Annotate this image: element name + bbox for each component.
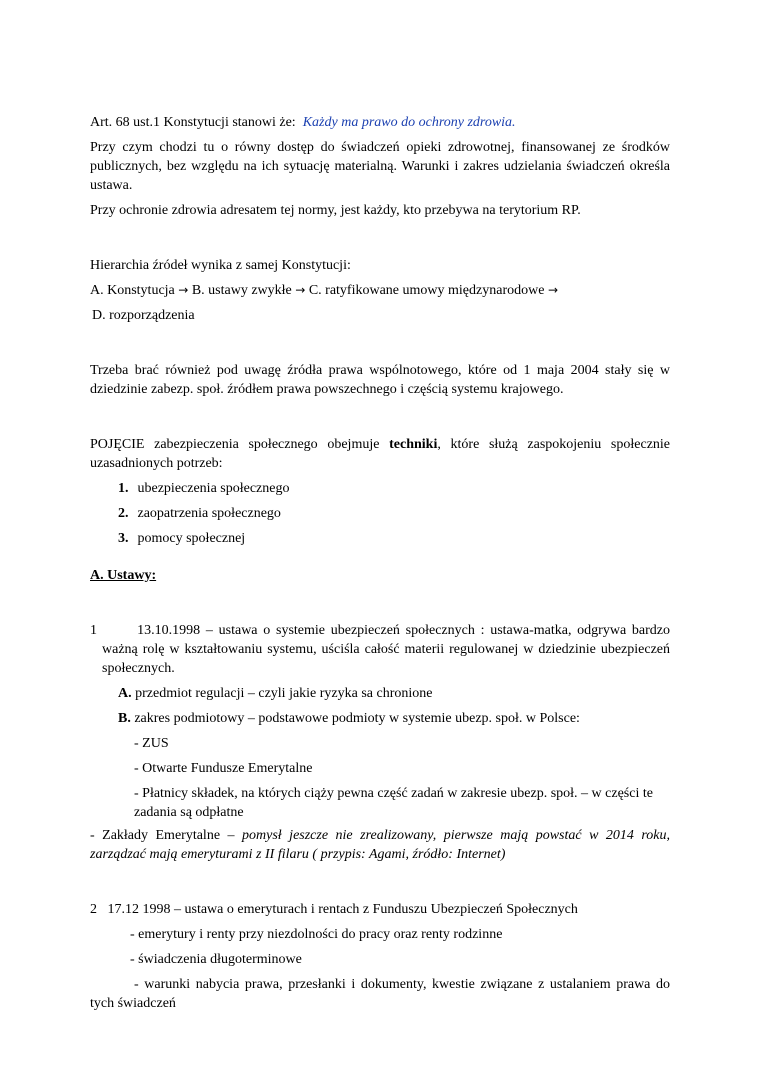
list-item: 3. pomocy społecznej <box>118 531 246 546</box>
pojecie-post: , które służą zaspokojeniu społecznie uzasadnionych potrzeb: <box>90 437 671 471</box>
paragraph-addressee: Przy ochronie zdrowia adresatem tej normy, jest każdy, kto przebywa na terytorium RP. <box>90 203 581 218</box>
arrow-icon: → <box>547 283 558 297</box>
hierarchy-d: D. rozporządzenia <box>92 308 195 323</box>
techniques-list <box>118 479 670 548</box>
pojecie-pre: POJĘCIE zabezpieczenia społecznego obejmuje <box>90 437 380 452</box>
law2-sub-1: - emerytury i renty przy niezdolności do pracy oraz renty rodzinne <box>130 927 503 942</box>
art68-line <box>90 113 670 132</box>
zaklady-pre: - Zakłady Emerytalne – <box>90 828 235 843</box>
paragraph-access: Przy czym chodzi tu o równy dostęp do świadczeń opieki zdrowotnej, finansowanej ze środków publicznych, bez względu na ich sytuację materialną. Warunki i zakres udzielania świadczeń określa ustawa. <box>90 140 670 193</box>
law1-text: 13.10.1998 – ustawa o systemie ubezpieczeń społecznych : ustawa-matka, odgrywa bardzo ważną rolę w kształtowaniu systemu, uściśla całość materii regulowanej w dziedzinie ubezpieczeń społecznych. <box>102 623 670 676</box>
law2-sub-3: - warunki nabycia prawa, przesłanki i dokumenty, kwestie związane z ustalaniem prawa do tych świadczeń <box>90 977 670 1011</box>
hierarchy-a: A. Konstytucja <box>90 283 175 298</box>
arrow-icon: → <box>178 283 189 297</box>
art68-quote: Każdy ma prawo do ochrony zdrowia. <box>302 115 516 130</box>
law2-text: 17.12 1998 – ustawa o emeryturach i rentach z Funduszu Ubezpieczeń Społecznych <box>107 902 578 917</box>
arrow-icon: → <box>295 283 306 297</box>
list-item: 1. ubezpieczenia społecznego <box>118 481 290 496</box>
law1-num: 1 <box>90 623 97 638</box>
hierarchy-b: B. ustawy zwykłe <box>191 283 292 298</box>
law1-sub-platnicy: - Płatnicy składek, na których ciąży pewna część zadań w zakresie ubezp. społ. – w części te zadania są odpłatne <box>134 786 653 820</box>
art68-prefix: Art. 68 ust.1 Konstytucji stanowi że: <box>90 115 296 130</box>
pojecie-paragraph <box>90 435 670 473</box>
hierarchy-c: C. ratyfikowane umowy międzynarodowe <box>308 283 545 298</box>
paragraph-eu-law: Trzeba brać również pod uwagę źródła prawa wspólnotowego, które od 1 maja 2004 stały się w dziedzinie zabezp. społ. źródłem prawa powszechnego i częścią systemu krajowego. <box>90 363 670 397</box>
law2-paragraph <box>90 900 670 919</box>
hierarchy-intro: Hierarchia źródeł wynika z samej Konstytucji: <box>90 258 351 273</box>
law1-sub-zus: - ZUS <box>134 736 169 751</box>
section-heading: A. Ustawy: <box>90 568 157 583</box>
hierarchy-line <box>90 281 670 300</box>
zaklady-paragraph <box>90 826 670 864</box>
zaklady-italic: pomysł jeszcze nie zrealizowany, pierwsze mają powstać w 2014 roku, zarządzać mają emeryturami z II filaru ( przypis: Agami, źródło: Internet) <box>90 828 671 862</box>
law1-paragraph <box>90 621 670 678</box>
law1-sub-ofe: - Otwarte Fundusze Emerytalne <box>134 761 313 776</box>
law2-num: 2 <box>90 902 97 917</box>
law2-sub-2: - świadczenia długoterminowe <box>130 952 302 967</box>
list-item: 2. zaopatrzenia społecznego <box>118 506 281 521</box>
law1-a: A. przedmiot regulacji – czyli jakie ryzyka sa chronione <box>118 686 433 701</box>
document-page <box>90 113 670 1013</box>
pojecie-bold: techniki <box>389 437 438 452</box>
law1-b: B. zakres podmiotowy – podstawowe podmioty w systemie ubezp. społ. w Polsce: <box>118 711 580 726</box>
